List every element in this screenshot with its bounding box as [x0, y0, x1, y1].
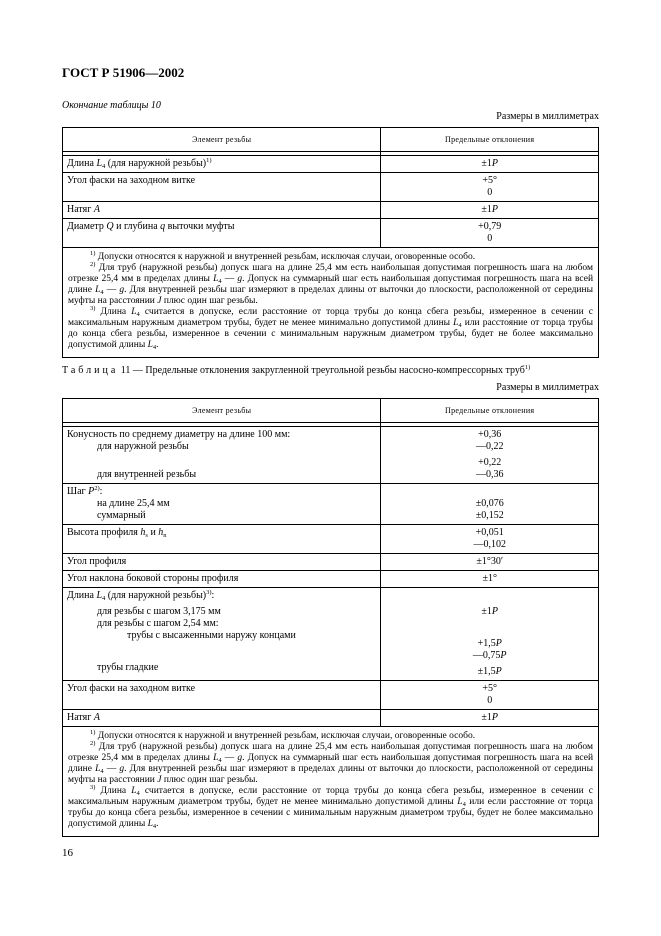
document-header: ГОСТ Р 51906—2002 [62, 65, 185, 80]
table10-units: Размеры в миллиметрах [496, 111, 599, 122]
table10-continuation-label: Окончание таблицы 10 [62, 100, 161, 111]
table10-col-element: Элемент резьбы [63, 128, 381, 152]
table-row: Длина $L_4$ (для наружной резьбы)$^{1)}$ ±1P [63, 156, 599, 173]
table-row: Диаметр Q и глубина q выточки муфты +0,79 0 [63, 219, 599, 248]
table10-col-tolerance: Предельные отклонения [381, 128, 599, 152]
table-row: Высота профиля $h_s$ и $h_n$ +0,051 —0,102 [63, 525, 599, 554]
table-row: Угол фаски на заходном витке +5° 0 [63, 173, 599, 202]
table11-col-element: Элемент резьбы [63, 399, 381, 423]
table-10 [62, 127, 599, 358]
table-row: Угол наклона боковой стороны профиля ±1° [63, 571, 599, 588]
table-row: Длина $L_4$ (для наружной резьбы)$^{3)}$: для резьбы с шагом 3,175 мм для резьбы с шагом 2,54 мм: трубы с высаженными наружу концами трубы гладкие ±1P +1,5P —0,75P ±1,5P [63, 588, 599, 681]
table-row: Натяг A ±1P [63, 710, 599, 727]
page-number: 16 [62, 847, 73, 859]
table-row: Угол фаски на заходном витке +5° 0 [63, 681, 599, 710]
table-row: Шаг $P^{2)}$: на длине 25,4 мм суммарный ±0,076 ±0,152 [63, 484, 599, 525]
table10-footnotes: $^{1)}$ Допуски относятся к наружной и внутренней резьбам, исключая случаи, оговоренные особо. $^{2)}$ Для труб (наружной резьбы) допуск шага на длине 25,4 мм есть наибольшая допустимая погрешность шага на любом отрезке 25,4 мм в пределах длины $L_4$ — g. Допуск на суммарный шаг есть наибольшая допустимая погрешность шага на всей длине $L_4$ — g. Для внутренней резьбы шаг измеряют в пределах длины от выточки до плоскости, расположенной от середины муфты на расстоянии J плюс один шаг резьбы. $^{3)}$ Длина $L_4$ считается в допуске, если расстояние от торца трубы до конца сбега резьбы, измеренное в сечении с максимальным наружным диаметром трубы, будет не менее минимально допустимой длины $L_4$ или расстояние от торца трубы до конца сбега резьбы, измеренное в сечении с минимальным наружным диаметром трубы, будет не более максимально допустимой длины $L_4$. [63, 248, 599, 358]
table-11 [62, 398, 599, 837]
table11-caption: Таблица 11 — Предельные отклонения закругленной треугольной резьбы насосно-компрессорных труб$^{1)}$ [62, 364, 531, 376]
table-row: Конусность по среднему диаметру на длине 100 мм: для наружной резьбы для внутренней резьбы +0,36 —0,22 +0,22 —0,36 [63, 427, 599, 484]
table11-footnotes: $^{1)}$ Допуски относятся к наружной и внутренней резьбам, исключая случаи, оговоренные особо. $^{2)}$ Для труб (наружной резьбы) допуск шага на длине 25,4 мм есть наибольшая допустимая погрешность шага на любом отрезке 25,4 мм в пределах длины $L_4$ — g. Допуск на суммарный шаг есть наибольшая допустимая погрешность шага на всей длине $L_4$ — g. Для внутренней резьбы шаг измеряют в пределах длины от выточки до плоскости, расположенной от середины муфты на расстоянии J плюс один шаг резьбы. $^{3)}$ Длина $L_4$ считается в допуске, если расстояние от торца трубы до конца сбега резьбы, измеренное в сечении с максимальным наружным диаметром трубы, будет не менее минимально допустимой длины $L_4$ или если расстояние от торца трубы до конца сбега резьбы, измеренное в сечении с минимальным наружным диаметром трубы, будет не более максимально допустимой длины $L_4$. [63, 727, 599, 837]
table11-units: Размеры в миллиметрах [496, 382, 599, 393]
table11-col-tolerance: Предельные отклонения [381, 399, 599, 423]
table-row: Угол профиля ±1°30′ [63, 554, 599, 571]
table-row: Натяг A ±1P [63, 202, 599, 219]
